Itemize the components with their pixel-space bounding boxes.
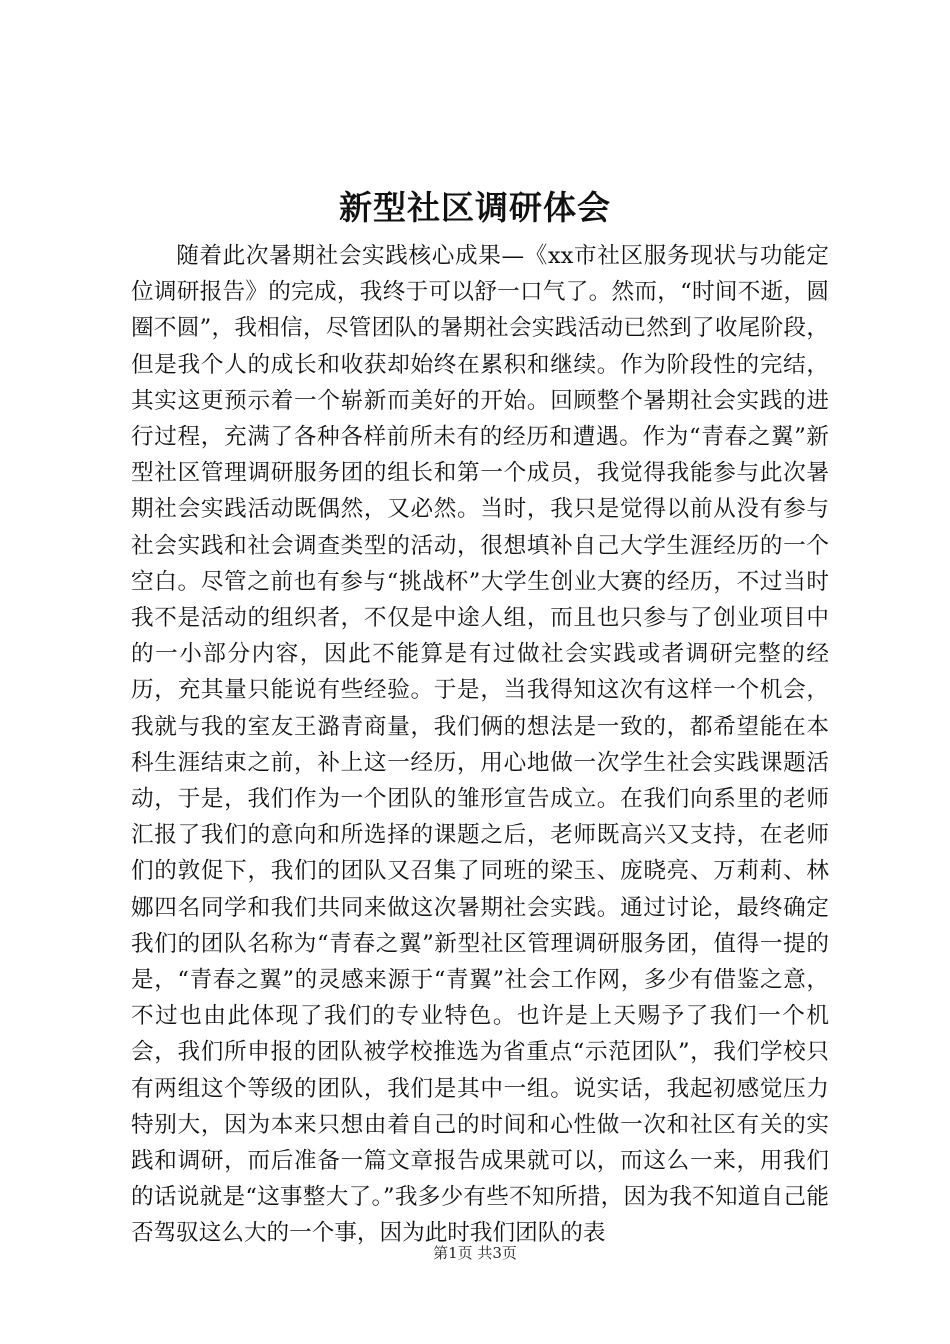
document-body-paragraph: 随着此次暑期社会实践核心成果—《xx市社区服务现状与功能定位调研报告》的完成，我终于可以舒一口气了。然而，“时间不逝，圆圈不圆”，我相信，尽管团队的暑期社会实践活动已然到了收尾阶段，但是我个人的成长和收获却始终在累积和继续。作为阶段性的完结，其实这更预示着一个崭新而美好的开始。回顾整个暑期社会实践的进行过程，充满了各种各样前所未有的经历和遭遇。作为“青春之翼”新型社区管理调研服务团的组长和第一个成员，我觉得我能参与此次暑期社会实践活动既偶然，又必然。当时，我只是觉得以前从没有参与社会实践和社会调查类型的活动，很想填补自己大学生涯经历的一个空白。尽管之前也有参与“挑战杯”大学生创业大赛的经历，不过当时我不是活动的组织者，不仅是中途人组，而且也只参与了创业项目中的一小部分内容，因此不能算是有过做社会实践或者调研完整的经历，充其量只能说有些经验。于是，当我得知这次有这样一个机会，我就与我的室友王潞青商量，我们俩的想法是一致的，都希望能在本科生涯结束之前，补上这一经历，用心地做一次学生社会实践课题活动，于是，我们作为一个团队的雏形宣告成立。在我们向系里的老师汇报了我们的意向和所选择的课题之后，老师既高兴又支持，在老师们的敦促下，我们的团队又召集了同班的梁玉、庞晓亮、万莉莉、林娜四名同学和我们共同来做这次暑期社会实践。通过讨论，最终确定我们的团队名称为“青春之翼”新型社区管理调研服务团，值得一提的是，“青春之翼”的灵感来源于“青翼”社会工作网，多少有借鉴之意，不过也由此体现了我们的专业特色。也许是上天赐予了我们一个机会，我们所申报的团队被学校推选为省重点“示范团队”，我们学校只有两组这个等级的团队，我们是其中一组。说实话，我起初感觉压力特别大，因为本来只想由着自己的时间和心性做一次和社区有关的实践和调研，而后准备一篇文章报告成果就可以，而这么一来，用我们的话说就是“这事整大了。”我多少有些不知所措，因为我不知道自己能否驾驭这么大的一个事，因为此时我们团队的表: [131, 243, 829, 1247]
page-footer: 第1页 共3页: [433, 1244, 517, 1262]
document-title: 新型社区调研体会: [339, 188, 611, 227]
